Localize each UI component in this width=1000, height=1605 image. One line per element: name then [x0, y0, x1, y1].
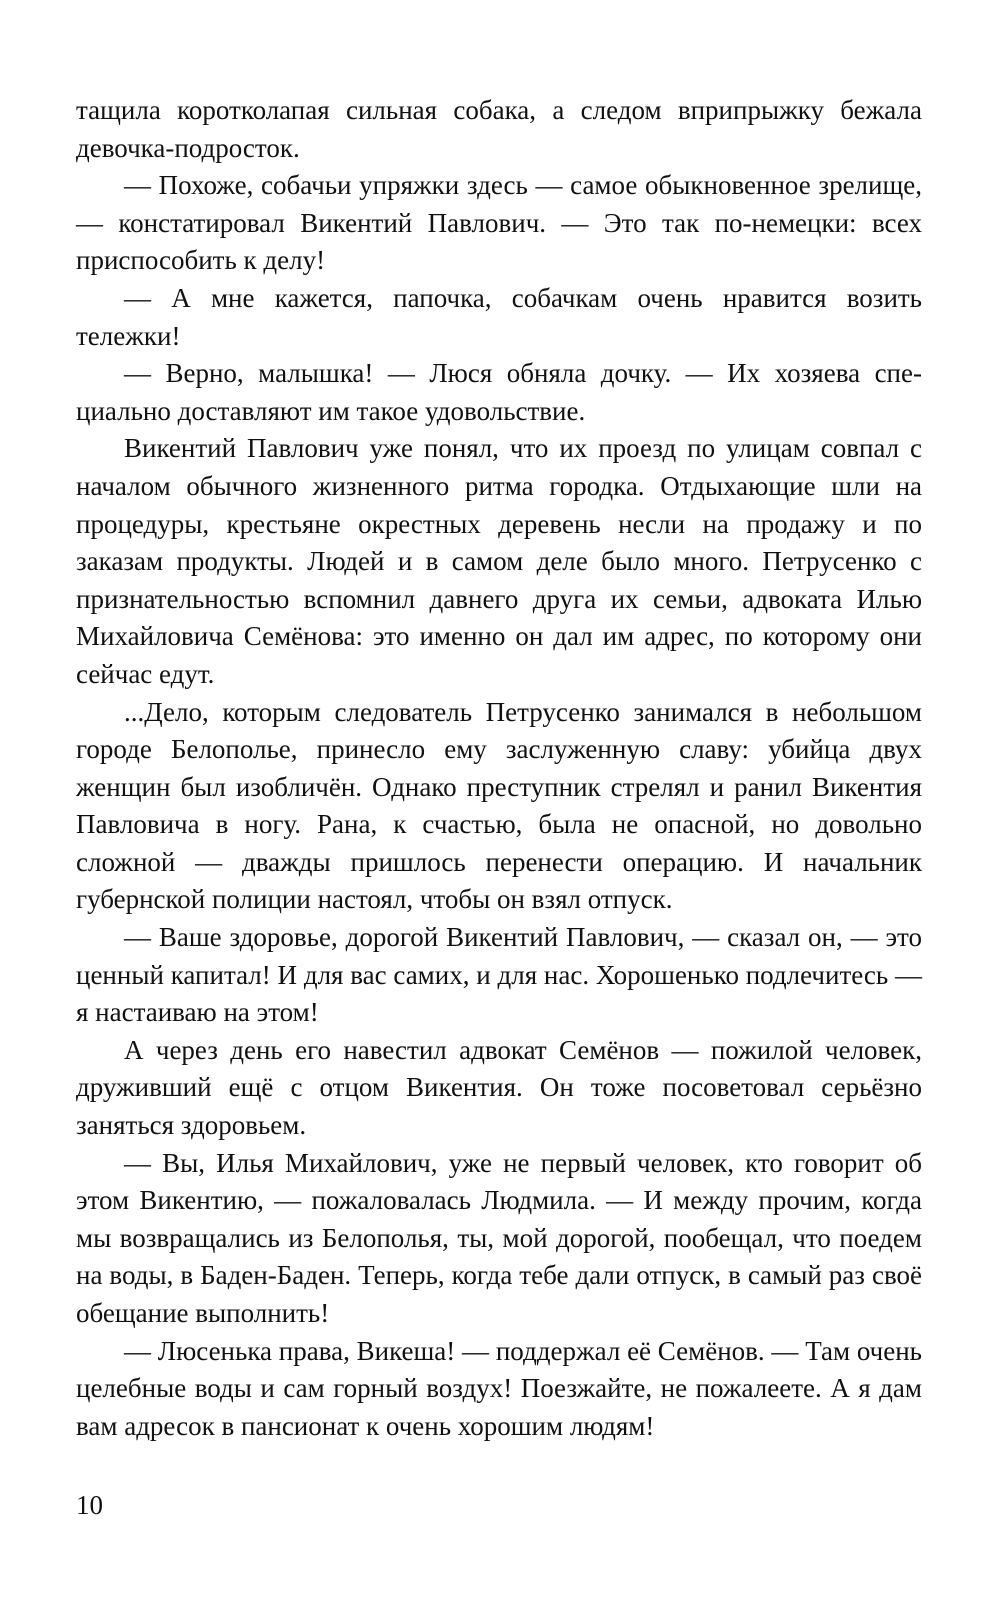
paragraph-1: тащила коротколапая сильная собака, а следом вприпрыжку бежала девочка-подросток. [76, 95, 922, 163]
paragraph-4: — Верно, малышка! — Люся обняла дочку. — Их хозяева специально доставляют им такое удовольствие. [76, 358, 922, 426]
paragraph-2: — Похоже, собачьи упряжки здесь — самое обыкновенное зрелище, — констатировал Викентий Павлович. — Это так по-немецки: всех приспособить к делу! [76, 170, 922, 276]
page-number: 10 [76, 1490, 103, 1520]
body-text [76, 92, 922, 1445]
paragraph-10: — Люсенька права, Викеша! — поддержал её Семёнов. — Там очень целебные воды и сам горный воздух! Поезжайте, не пожалеете. А я дам вам адресок в пансионат к очень хорошим людям! [76, 1335, 922, 1441]
paragraph-6: ...Дело, которым следователь Петрусенко занимался в небольшом городе Белополье, принесло ему заслуженную славу: убийца двух женщин был изобличён. Однако преступник стрелял и ранил Викентия Павловича в ногу. Рана, к счастью, была не опасной, но довольно сложной — дважды пришлось перенести операцию. И начальник губернской полиции настоял, чтобы он взял отпуск. [76, 696, 922, 915]
paragraph-7: — Ваше здоровье, дорогой Викентий Павлович, — сказал он, — это ценный капитал! И для вас самих, и для нас. Хорошенько подлечитесь — я настаиваю на этом! [76, 922, 922, 1028]
paragraph-8: А через день его навестил адвокат Семёнов — пожилой человек, друживший ещё с отцом Викентия. Он тоже посоветовал серьёзно заняться здоровьем. [76, 1034, 922, 1141]
paragraph-9: — Вы, Илья Михайлович, уже не первый человек, кто говорит об этом Викентию, — пожаловалась Людмила. — И между прочим, когда мы возвращались из Белополья, ты, мой дорогой, пообещал, что поедем на воды, в Баден-Баден. Теперь, когда тебе дали отпуск, в самый раз своё обещание выполнить! [76, 1147, 922, 1328]
paragraph-5: Викентий Павлович уже понял, что их проезд по улицам совпал с началом обычного жизненного ритма городка. Отдыхающие шли на процедуры, крестьяне окрестных деревень несли на продажу и по заказам продукты. Людей и в самом деле было много. Петрусенко с признательностью вспомнил давнего друга их семьи, адвоката Илью Михайловича Семёнова: это именно он дал им адрес, по которому они сейчас едут. [76, 433, 922, 689]
paragraph-3: — А мне кажется, папочка, собачкам очень нравится возить тележки! [76, 282, 922, 351]
